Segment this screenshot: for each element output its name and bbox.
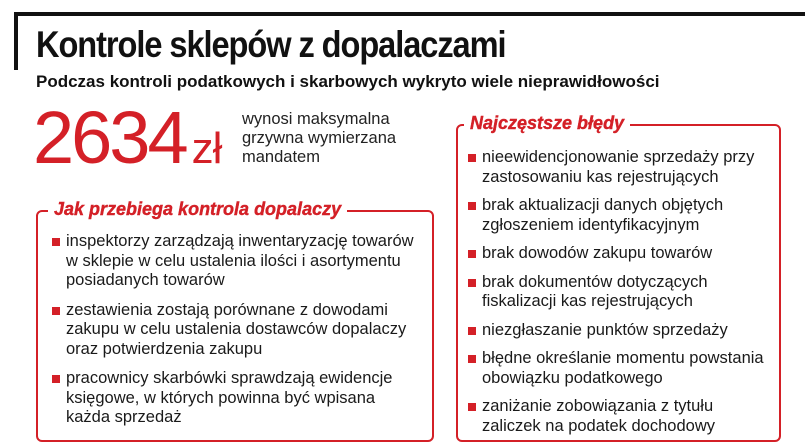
- bullet-square-icon: [468, 403, 476, 411]
- bullet-square-icon: [468, 154, 476, 162]
- bullet-square-icon: [468, 202, 476, 210]
- list-item: [468, 196, 773, 235]
- list-item: [468, 244, 773, 264]
- bullet-square-icon: [468, 355, 476, 363]
- bullet-square-icon: [52, 238, 60, 246]
- common-errors-box: [456, 113, 781, 442]
- list-item-text: błędne określanie momentu powstania obowiązku podatkowego: [482, 349, 764, 387]
- list-item: [468, 321, 773, 341]
- list-item: [468, 148, 773, 187]
- frame-left-rule: [14, 12, 18, 70]
- list-item-text: pracownicy skarbówki sprawdzają ewidencje księgowe, w których powinna być wpisana każda sprzedaż: [66, 369, 393, 426]
- bullet-square-icon: [52, 307, 60, 315]
- control-process-box: [36, 199, 434, 442]
- list-item-text: brak aktualizacji danych objętych zgłoszeniem identyfikacyjnym: [482, 196, 724, 234]
- fine-amount-currency: zł: [191, 124, 222, 173]
- list-item: [52, 232, 422, 291]
- list-item: [52, 369, 422, 428]
- list-item: [468, 273, 773, 312]
- bullet-square-icon: [52, 375, 60, 383]
- list-item-text: brak dowodów zakupu towarów: [482, 244, 713, 262]
- list-item: [468, 397, 773, 436]
- page-title: Kontrole sklepów z dopalaczami: [36, 24, 506, 65]
- bullet-square-icon: [468, 327, 476, 335]
- list-item: [52, 301, 422, 360]
- bullet-square-icon: [468, 250, 476, 258]
- list-item-text: zestawienia zostają porównane z dowodami zakupu w celu ustalenia dostawców dopalaczy oraz potwierdzenia zakupu: [66, 300, 407, 358]
- control-process-list: [52, 232, 422, 438]
- common-errors-list: [468, 148, 773, 445]
- list-item-text: nieewidencjonowanie sprzedaży przy zastosowaniu kas rejestrujących: [482, 148, 755, 186]
- list-item-text: zaniżanie zobowiązania z tytułu zaliczek na podatek dochodowy: [482, 397, 715, 435]
- page-subtitle: Podczas kontroli podatkowych i skarbowych wykryto wiele nieprawidłowości: [36, 72, 660, 91]
- list-item-text: brak dokumentów dotyczących fiskalizacji kas rejestrujących: [482, 272, 708, 310]
- fine-amount: [33, 96, 222, 186]
- control-process-header: Jak przebiega kontrola dopalaczy: [48, 199, 347, 220]
- fine-description: wynosi maksymalna grzywna wymierzana mandatem: [242, 110, 397, 166]
- list-item-text: niezgłaszanie punktów sprzedaży: [482, 320, 728, 339]
- fine-amount-value: 2634: [33, 96, 186, 179]
- list-item-text: inspektorzy zarządzają inwentaryzację towarów w sklepie w celu ustalenia ilości i asortymentu posiadanych towarów: [66, 232, 414, 289]
- common-errors-header: Najczęstsze błędy: [464, 113, 630, 134]
- frame-top-rule: [14, 12, 805, 16]
- bullet-square-icon: [468, 279, 476, 287]
- list-item: [468, 349, 773, 388]
